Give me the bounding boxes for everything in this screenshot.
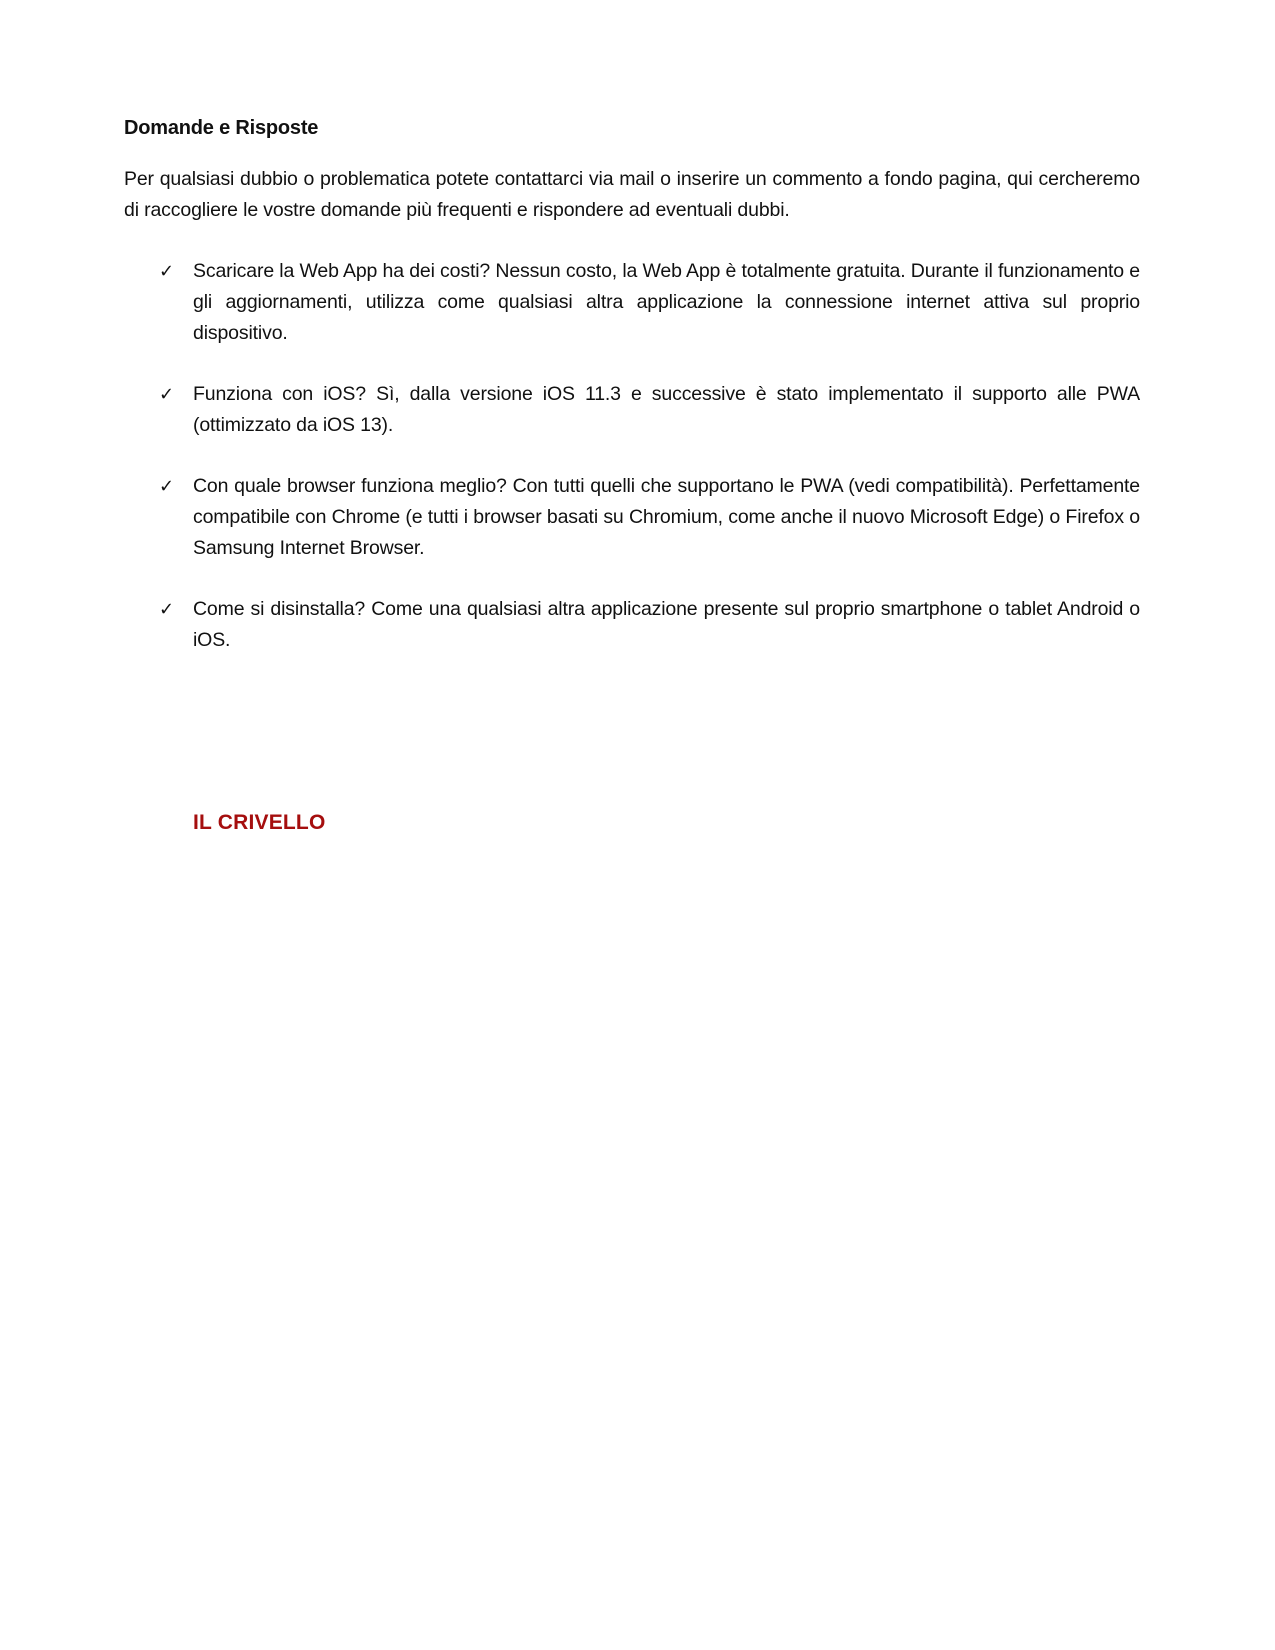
checkmark-icon: ✓ bbox=[159, 384, 174, 405]
section-heading: Domande e Risposte bbox=[124, 117, 319, 139]
faq-text: Scaricare la Web App ha dei costi? Nessun costo, la Web App è totalmente gratuita. Durante il funzionamento e gli aggiornamenti, utilizza come qualsiasi altra applicazione la connessione internet attiva sul proprio dispositivo. bbox=[193, 260, 1140, 344]
faq-text: Funziona con iOS? Sì, dalla versione iOS 11.3 e successive è stato implementato il supporto alle PWA (ottimizzato da iOS 13). bbox=[193, 383, 1140, 436]
checkmark-icon: ✓ bbox=[159, 261, 174, 282]
faq-text: Con quale browser funziona meglio? Con tutti quelli che supportano le PWA (vedi compatibilità). Perfettamente compatibile con Chrome (e tutti i browser basati su Chromium, come anche il nuovo Microsoft Edge) o Firefox o Samsung Internet Browser. bbox=[193, 475, 1140, 559]
faq-item bbox=[124, 379, 1140, 441]
brand-signature: IL CRIVELLO bbox=[193, 811, 326, 834]
faq-text: Come si disinstalla? Come una qualsiasi altra applicazione presente sul proprio smartphone o tablet Android o iOS. bbox=[193, 598, 1140, 651]
intro-paragraph: Per qualsiasi dubbio o problematica potete contattarci via mail o inserire un commento a fondo pagina, qui cercheremo di raccogliere le vostre domande più frequenti e rispondere ad eventuali dubbi. bbox=[124, 168, 1140, 221]
checkmark-icon: ✓ bbox=[159, 476, 174, 497]
checkmark-icon: ✓ bbox=[159, 599, 174, 620]
faq-list bbox=[124, 256, 1140, 686]
faq-item bbox=[124, 471, 1140, 564]
faq-item bbox=[124, 256, 1140, 349]
faq-item bbox=[124, 594, 1140, 656]
